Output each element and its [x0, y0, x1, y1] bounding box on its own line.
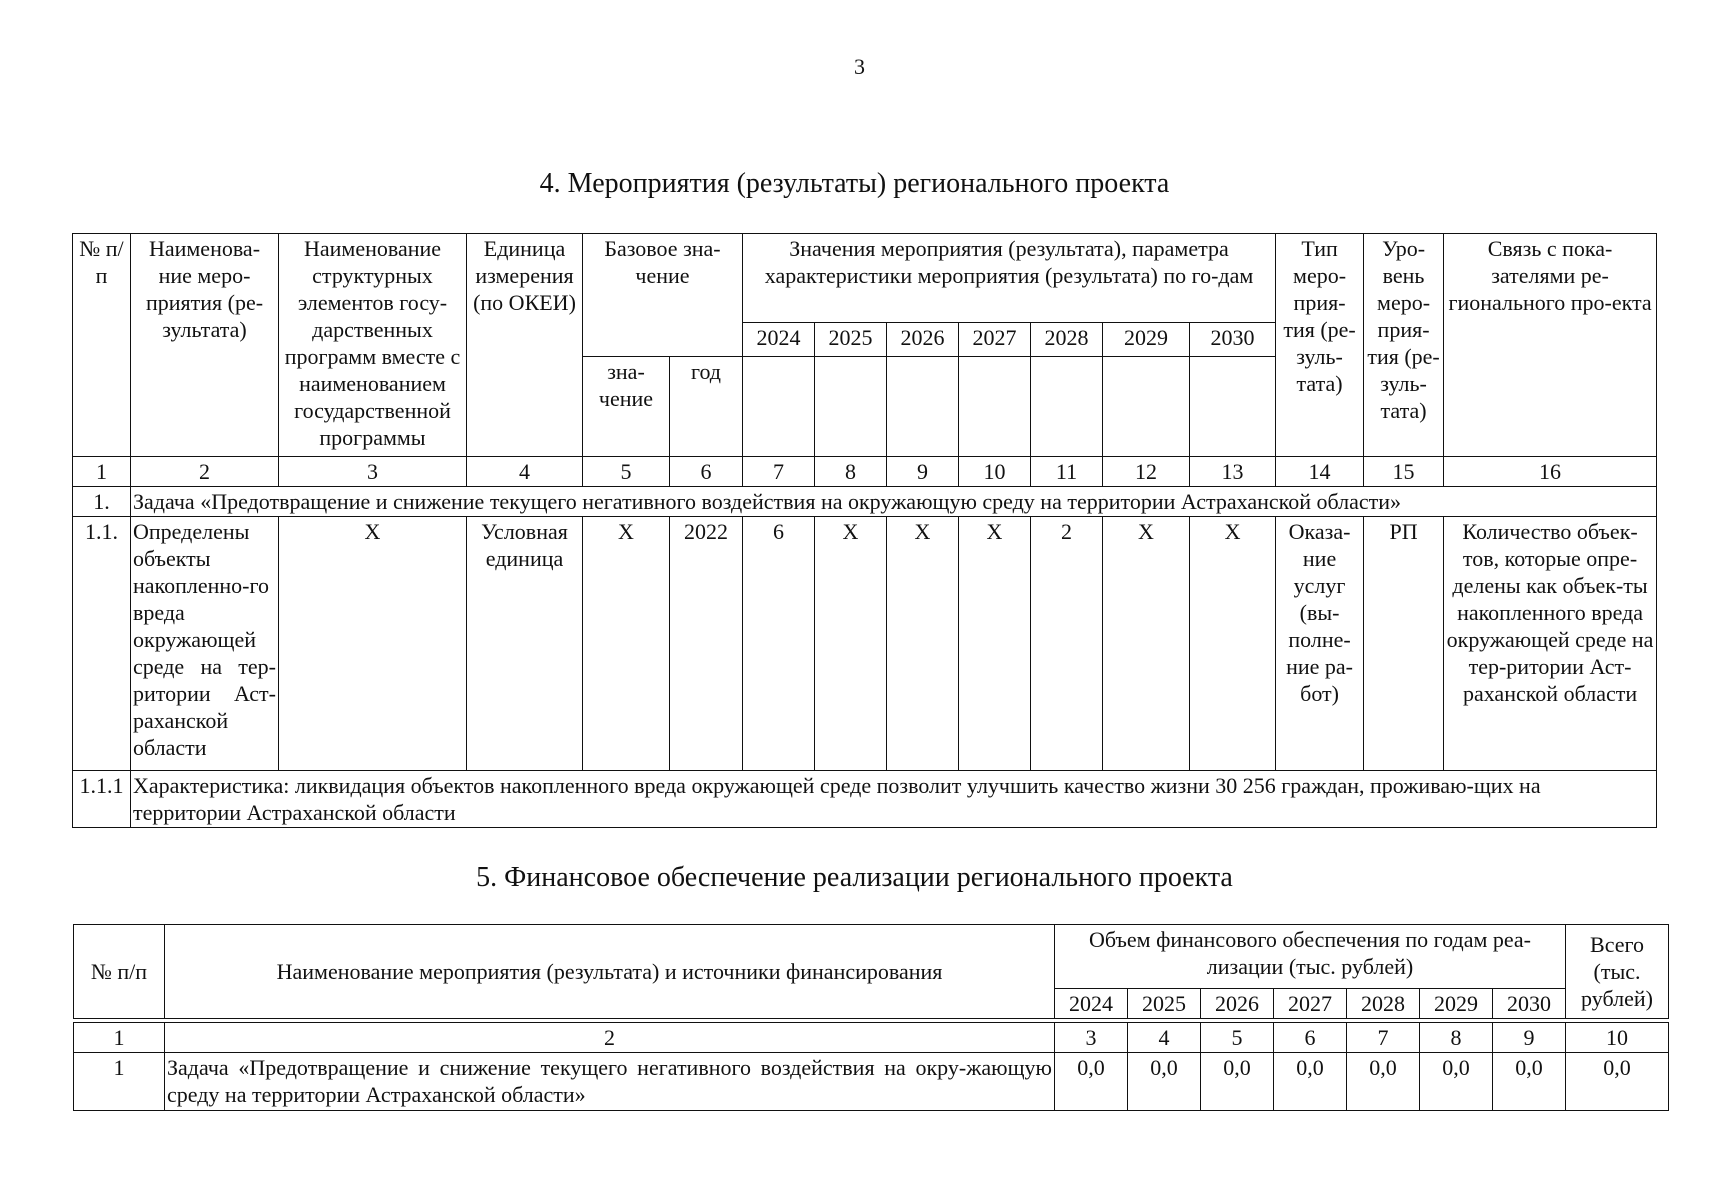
fin-header-name: Наименование мероприятия (результата) и источники финансирования [165, 925, 1055, 1019]
task-num: 1. [73, 487, 131, 517]
fin-row-value: 0,0 [1128, 1053, 1201, 1111]
header-year-spacer [743, 357, 815, 457]
header-base-year: год [670, 357, 743, 457]
fin-col-number: 3 [1055, 1023, 1128, 1053]
header-year: 2028 [1031, 323, 1103, 357]
header-year-spacer [1031, 357, 1103, 457]
col-number: 13 [1190, 457, 1276, 487]
header-structural: Наименование структурных элементов госу-дарственных программ вместе с наименованием государственной программы [279, 234, 467, 457]
header-year-spacer [959, 357, 1031, 457]
fin-header-year: 2025 [1128, 989, 1201, 1019]
fin-row-value: 0,0 [1201, 1053, 1274, 1111]
header-level: Уро-вень меро-прия-тия (ре-зуль-тата) [1364, 234, 1444, 457]
fin-header-year: 2026 [1201, 989, 1274, 1019]
header-base: Базовое зна-чение [583, 234, 743, 357]
page-number: 3 [854, 54, 865, 79]
fin-col-number: 8 [1420, 1023, 1493, 1053]
fin-row-value: 0,0 [1493, 1053, 1566, 1111]
fin-header-year: 2028 [1347, 989, 1420, 1019]
row-base-year: 2022 [670, 517, 743, 771]
row-level: РП [1364, 517, 1444, 771]
characteristic-num: 1.1.1 [73, 771, 131, 828]
fin-col-number: 7 [1347, 1023, 1420, 1053]
row-year-value: Х [815, 517, 887, 771]
header-year-spacer [1190, 357, 1276, 457]
col-number: 4 [467, 457, 583, 487]
col-number: 15 [1364, 457, 1444, 487]
fin-header-year: 2029 [1420, 989, 1493, 1019]
fin-header-volume: Объем финансового обеспечения по годам реа-лизации (тыс. рублей) [1055, 925, 1566, 989]
header-year: 2024 [743, 323, 815, 357]
fin-row-value: 0,0 [1274, 1053, 1347, 1111]
fin-col-number: 4 [1128, 1023, 1201, 1053]
fin-col-number: 10 [1566, 1023, 1669, 1053]
results-table [72, 233, 1657, 828]
col-number: 11 [1031, 457, 1103, 487]
characteristic-text: Характеристика: ликвидация объектов накопленного вреда окружающей среде позволит улучшить качество жизни 30 256 граждан, проживаю-щих на территории Астраханской области [131, 771, 1657, 828]
task-text: Задача «Предотвращение и снижение текущего негативного воздействия на окружающую среду на территории Астраханской области» [131, 487, 1657, 517]
fin-col-number: 9 [1493, 1023, 1566, 1053]
row-year-value: 6 [743, 517, 815, 771]
fin-col-number: 5 [1201, 1023, 1274, 1053]
row-type: Оказа-ние услуг (вы-полне-ние ра-бот) [1276, 517, 1364, 771]
header-year: 2027 [959, 323, 1031, 357]
fin-col-number: 2 [165, 1023, 1055, 1053]
header-year: 2030 [1190, 323, 1276, 357]
section-5-title: 5. Финансовое обеспечение реализации регионального проекта [476, 862, 1233, 893]
row-year-value: 2 [1031, 517, 1103, 771]
fin-row-value: 0,0 [1420, 1053, 1493, 1111]
header-year: 2026 [887, 323, 959, 357]
header-year-spacer [1103, 357, 1190, 457]
fin-col-number: 1 [74, 1023, 165, 1053]
col-number: 1 [73, 457, 131, 487]
fin-row-name: Задача «Предотвращение и снижение текущего негативного воздействия на окру-жающую среду на территории Астраханской области» [165, 1053, 1055, 1111]
fin-header-year: 2027 [1274, 989, 1347, 1019]
header-year: 2025 [815, 323, 887, 357]
header-num: № п/п [73, 234, 131, 457]
row-structural: Х [279, 517, 467, 771]
col-number: 2 [131, 457, 279, 487]
col-number: 6 [670, 457, 743, 487]
col-number: 10 [959, 457, 1031, 487]
col-number: 8 [815, 457, 887, 487]
section-4-title: 4. Мероприятия (результаты) регионального проекта [539, 168, 1170, 199]
header-unit: Единица измерения (по ОКЕИ) [467, 234, 583, 457]
fin-header-num: № п/п [74, 925, 165, 1019]
row-year-value: Х [887, 517, 959, 771]
header-link: Связь с пока-зателями ре-гионального про-екта [1444, 234, 1657, 457]
header-year-spacer [815, 357, 887, 457]
col-number: 12 [1103, 457, 1190, 487]
row-unit: Условная единица [467, 517, 583, 771]
finance-table [73, 924, 1669, 1111]
fin-row-num: 1 [74, 1053, 165, 1111]
header-type: Тип меро-прия-тия (ре-зуль-тата) [1276, 234, 1364, 457]
row-name: Определены объекты накопленно-го вреда окружающей среде на тер-ритории Аст-раханской области [131, 517, 279, 771]
col-number: 5 [583, 457, 670, 487]
col-number: 7 [743, 457, 815, 487]
col-number: 16 [1444, 457, 1657, 487]
fin-header-year: 2024 [1055, 989, 1128, 1019]
row-year-value: Х [1190, 517, 1276, 771]
row-link: Количество объек-тов, которые опре-делены как объек-ты накопленного вреда окружающей среде на тер-ритории Аст-раханской области [1444, 517, 1657, 771]
fin-col-number: 6 [1274, 1023, 1347, 1053]
row-num: 1.1. [73, 517, 131, 771]
header-year-spacer [887, 357, 959, 457]
col-number: 14 [1276, 457, 1364, 487]
header-base-value: зна-чение [583, 357, 670, 457]
fin-row-value: 0,0 [1055, 1053, 1128, 1111]
fin-row-value: 0,0 [1347, 1053, 1420, 1111]
col-number: 3 [279, 457, 467, 487]
header-values-by-year: Значения мероприятия (результата), параметра характеристики мероприятия (результата) по го-дам [743, 234, 1276, 323]
header-name: Наименова-ние меро-приятия (ре-зультата) [131, 234, 279, 457]
row-year-value: Х [1103, 517, 1190, 771]
col-number: 9 [887, 457, 959, 487]
fin-row-total: 0,0 [1566, 1053, 1669, 1111]
fin-header-year: 2030 [1493, 989, 1566, 1019]
fin-header-total: Всего (тыс. рублей) [1566, 925, 1669, 1019]
row-base-value: Х [583, 517, 670, 771]
header-year: 2029 [1103, 323, 1190, 357]
row-year-value: Х [959, 517, 1031, 771]
